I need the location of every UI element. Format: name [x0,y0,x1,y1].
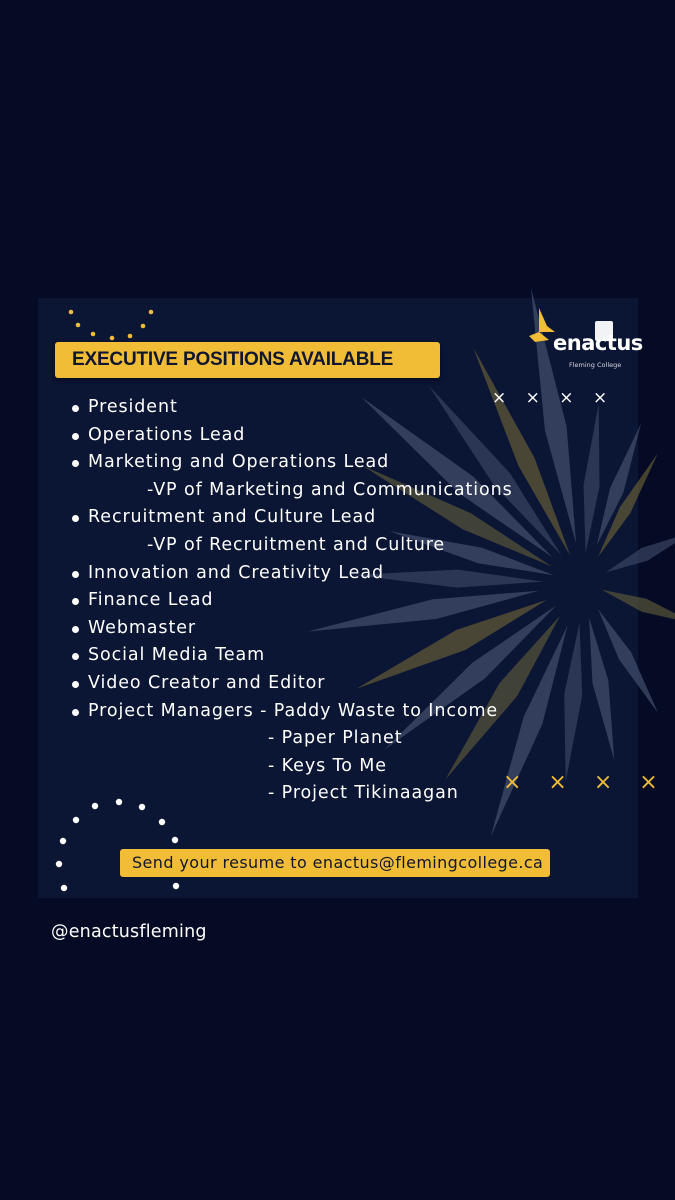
resume-instruction: Send your resume to enactus@flemingcollege.ca [132,853,544,872]
enactus-logo [525,308,643,369]
position-subitem: - Paper Planet [268,728,403,749]
position-item: Innovation and Creativity Lead [72,560,513,588]
header-badge [55,342,440,378]
x-marks-top-decoration: × × × × [492,388,615,408]
decor-dot [73,817,79,823]
position-item: Marketing and Operations Lead [72,449,513,477]
position-subitem: - Project Tikinaagan [268,783,459,804]
position-subitem: - Keys To Me [268,755,387,776]
position-subitem: -VP of Recruitment and Culture [147,534,446,555]
position-item: Recruitment and Culture Lead [72,504,513,532]
position-item: Video Creator and Editor [72,670,513,698]
position-item: Operations Lead [72,422,513,450]
resume-badge [120,849,550,877]
position-item: President [72,394,513,422]
page-title: EXECUTIVE POSITIONS AVAILABLE [72,349,394,370]
decor-dot [56,861,62,867]
position-subitem: -VP of Marketing and Communications [147,479,513,500]
social-handle: @enactusfleming [51,922,207,942]
decor-dot [172,837,178,843]
positions-list [72,394,513,808]
logo-subtitle: Fleming College [569,361,622,369]
logo-wordmark: enactus [553,331,643,355]
position-item: Project Managers - Paddy Waste to Income [72,698,513,726]
decor-dot [173,883,179,889]
position-item: Webmaster [72,615,513,643]
position-item: Finance Lead [72,587,513,615]
x-marks-bottom-decoration: × × × × [503,770,668,795]
position-item: Social Media Team [72,642,513,670]
decor-dot [60,838,66,844]
decor-dot [159,819,165,825]
recruitment-poster [38,298,668,898]
decor-dot [61,885,67,891]
